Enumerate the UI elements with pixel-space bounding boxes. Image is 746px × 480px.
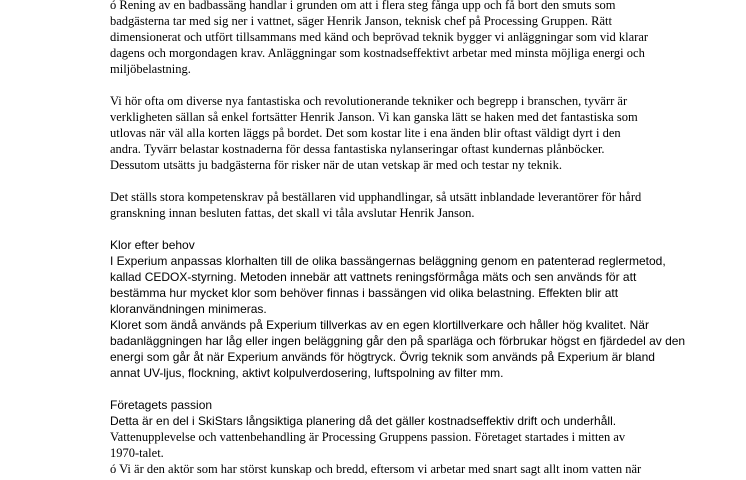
paragraph-procurement — [110, 189, 650, 221]
paragraph-innovation — [110, 93, 650, 173]
article-body — [110, 0, 686, 477]
text-line: Dessutom utsätts ju badgästerna för risker när de utan vetskap är med och testar ny teknik. — [110, 158, 562, 172]
text-line: Detta är en del i SkiStars långsiktiga planering då det gäller kostnadseffektiv drift och underhåll. — [110, 414, 617, 428]
text-line: dagens och morgondagen krav. Anläggningar som kostnadseffektivt arbetar med minsta möjliga energi och — [110, 46, 645, 60]
text-line: bestämma hur mycket klor som behöver finnas i bassängen vid olika belastning. Effekten blir att — [110, 286, 619, 300]
text-line: Vi hör ofta om diverse nya fantastiska och revolutionerande tekniker och begrepp i branschen, tyvärr är — [110, 94, 628, 108]
text-line: andra. Tyvärr belastar kostnaderna för dessa fantastiska nylanseringar oftast kundernas plånböcker. — [110, 142, 605, 156]
text-line: badgästerna tar med sig ner i vattnet, säger Henrik Janson, teknisk chef på Processing Gruppen. Rätt — [110, 14, 612, 28]
paragraph-intro — [110, 0, 650, 77]
section-heading: Klor efter behov — [110, 238, 195, 252]
text-line: Kloret som ändå används på Experium tillverkas av en egen klortillverkare och håller hög kvalitet. När — [110, 318, 649, 332]
section-passion — [110, 397, 650, 477]
section-heading: Företagets passion — [110, 398, 213, 412]
text-line: annat UV-ljus, flockning, aktivt kolpulverdosering, luftspolning av filter mm. — [110, 366, 504, 380]
section-chlorine — [110, 237, 686, 381]
text-line: kloranvändningen minimeras. — [110, 302, 267, 316]
text-line: utlovas när väl alla korten läggs på bordet. Det som kostar lite i ena änden blir oftast väldigt dyrt i den — [110, 126, 621, 140]
text-line: miljöbelastning. — [110, 62, 191, 76]
text-line: kallad CEDOX-styrning. Metoden innebär att vattnets reningsförmåga mäts och sen används för att — [110, 270, 637, 284]
text-line: Det ställs stora kompetenskrav på beställaren vid upphandlingar, så utsätt inblandade leverantörer för hård — [110, 190, 642, 204]
text-line: granskning innan besluten fattas, det skall vi tåla avslutar Henrik Janson. — [110, 206, 475, 220]
text-line: badanläggningen har låg eller ingen beläggning går den på sparläga och förbrukar högst en fjärdedel av den — [110, 334, 686, 348]
text-line: I Experium anpassas klorhalten till de olika bassängernas beläggning genom en patenterad reglermetod, — [110, 254, 666, 268]
text-line: dimensionerat och utfört tillsammans med känd och beprövad teknik bygger vi anläggningar som vid klarar — [110, 30, 649, 44]
text-line: Vattenupplevelse och vattenbehandling är Processing Gruppens passion. Företaget startades i mitten av — [110, 430, 626, 444]
text-line: ó Vi är den aktör som har störst kunskap och bredd, eftersom vi arbetar med snart sagt allt inom vatten när — [110, 462, 642, 476]
text-line: 1970-talet. — [110, 446, 164, 460]
text-line: ó Rening av en badbassäng handlar i grunden om att i flera steg fånga upp och få bort den smuts som — [110, 0, 616, 12]
text-line: verkligheten sällan så enkel fortsätter Henrik Janson. Vi kan ganska lätt se haken med det fantastiska som — [110, 110, 638, 124]
text-line: energi som går åt när Experium används för högtryck. Övrig teknik som används på Experium är bland — [110, 350, 655, 364]
